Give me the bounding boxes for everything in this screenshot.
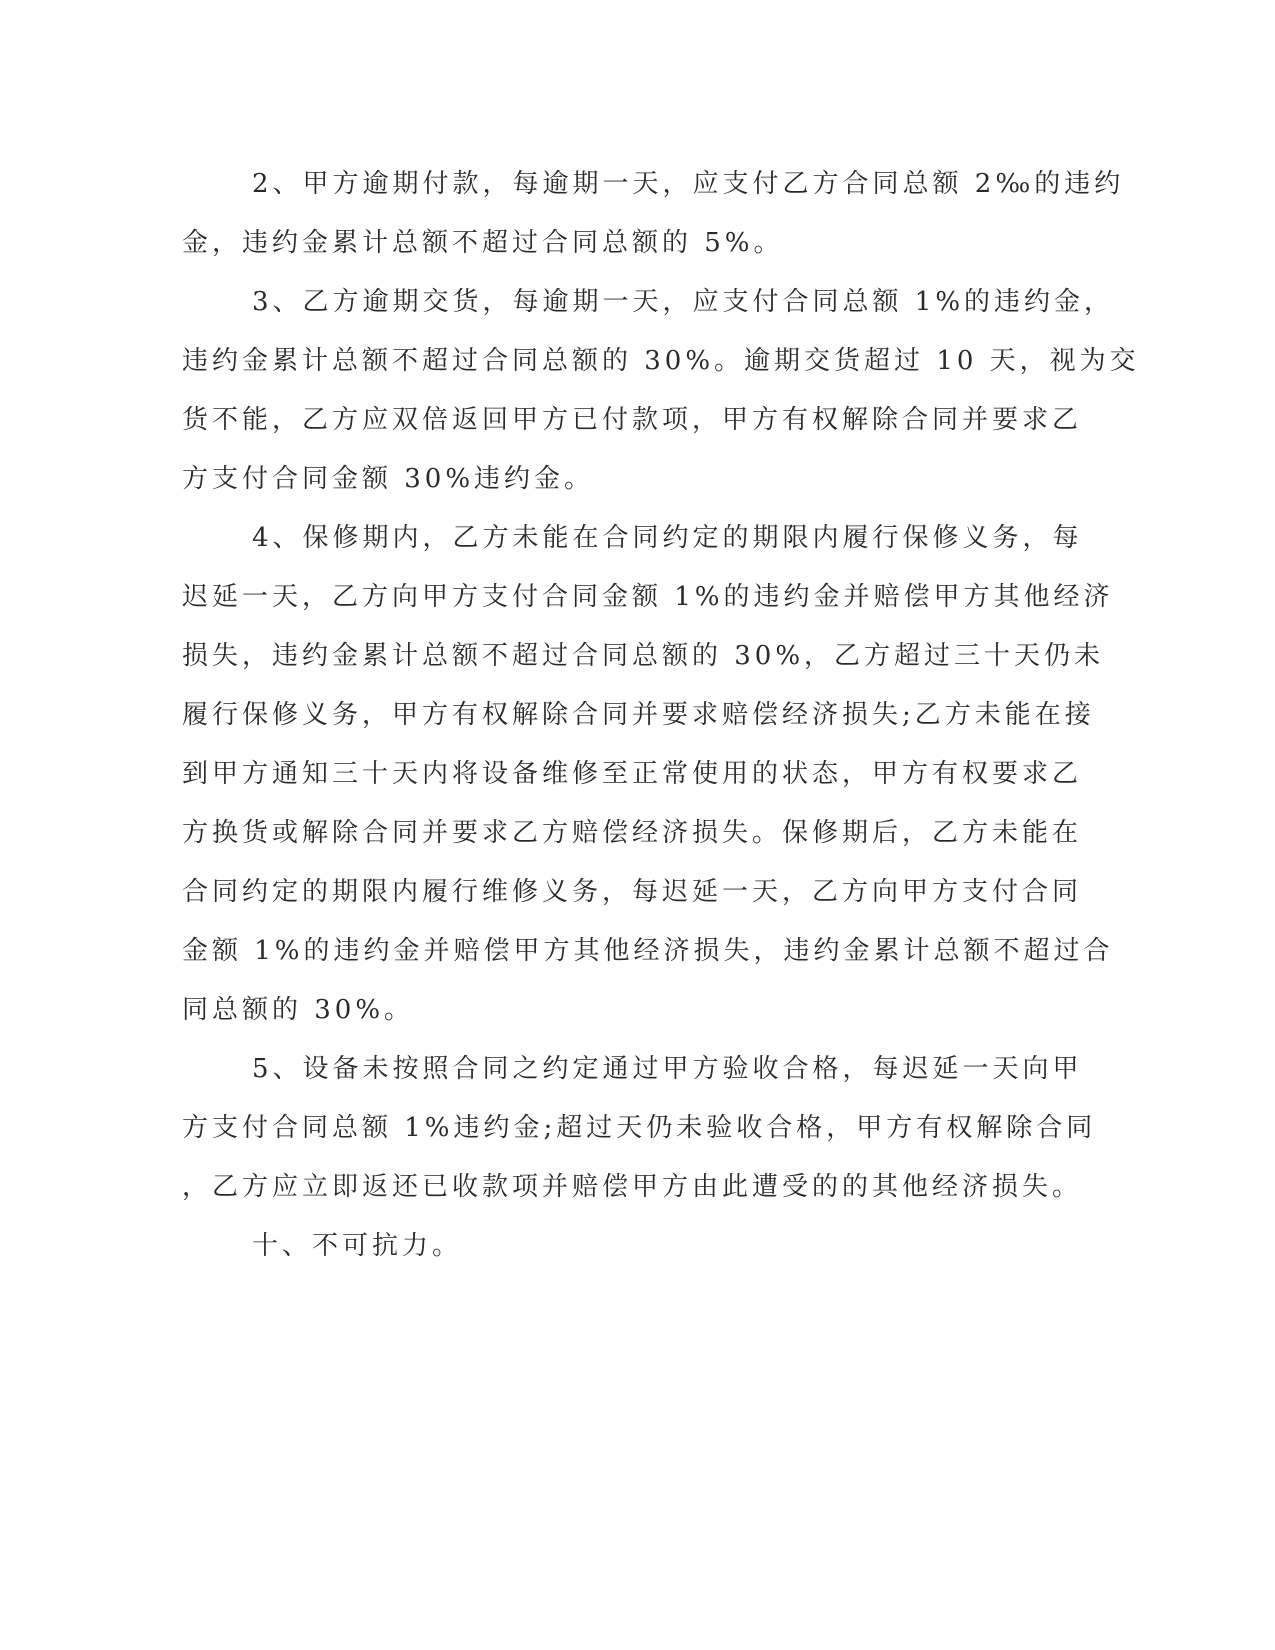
- paragraph-line: 方换货或解除合同并要求乙方赔偿经济损失。保修期后，乙方未能在: [182, 818, 1083, 848]
- paragraph-line: 履行保修义务，甲方有权解除合同并要求赔偿经济损失;乙方未能在接: [182, 700, 1095, 730]
- paragraph-line: 迟延一天，乙方向甲方支付合同金额 1%的违约金并赔偿甲方其他经济: [182, 582, 1114, 612]
- paragraph-line: 到甲方通知三十天内将设备维修至正常使用的状态，甲方有权要求乙: [182, 759, 1083, 789]
- paragraph-line: 方支付合同金额 30%违约金。: [182, 464, 595, 494]
- paragraph-line: ，乙方应立即返还已收款项并赔偿甲方由此遭受的的其他经济损失。: [182, 1172, 1083, 1202]
- paragraph-line: 5、设备未按照合同之约定通过甲方验收合格，每迟延一天向甲: [252, 1054, 1083, 1084]
- clause-3-paragraph: [182, 273, 1140, 509]
- paragraph-line: 同总额的 30%。: [182, 995, 415, 1025]
- paragraph-line: 违约金累计总额不超过合同总额的 30%。逾期交货超过 10 天，视为交: [182, 346, 1140, 376]
- paragraph-line: 2、甲方逾期付款，每逾期一天，应支付乙方合同总额 2‰的违约: [252, 169, 1125, 199]
- paragraph-line: 3、乙方逾期交货，每逾期一天，应支付合同总额 1%的违约金，: [252, 287, 1115, 317]
- paragraph-line: 合同约定的期限内履行维修义务，每迟延一天，乙方向甲方支付合同: [182, 877, 1083, 907]
- clause-2-paragraph: [182, 155, 1125, 273]
- paragraph-line: 货不能，乙方应双倍返回甲方已付款项，甲方有权解除合同并要求乙: [182, 405, 1083, 435]
- document-body: [182, 155, 1140, 1276]
- paragraph-line: 金，违约金累计总额不超过合同总额的 5%。: [182, 228, 784, 258]
- paragraph-line: 金额 1%的违约金并赔偿甲方其他经济损失，违约金累计总额不超过合: [182, 936, 1114, 966]
- paragraph-line: 十、不可抗力。: [252, 1231, 463, 1261]
- paragraph-line: 损失，违约金累计总额不超过合同总额的 30%，乙方超过三十天仍未: [182, 641, 1105, 671]
- paragraph-line: 4、保修期内，乙方未能在合同约定的期限内履行保修义务，每: [252, 523, 1083, 553]
- paragraph-line: 方支付合同总额 1%违约金;超过天仍未验收合格，甲方有权解除合同: [182, 1113, 1097, 1143]
- section-ten-heading: [182, 1217, 1042, 1276]
- clause-4-paragraph: [182, 509, 1114, 1040]
- clause-5-paragraph: [182, 1040, 1097, 1217]
